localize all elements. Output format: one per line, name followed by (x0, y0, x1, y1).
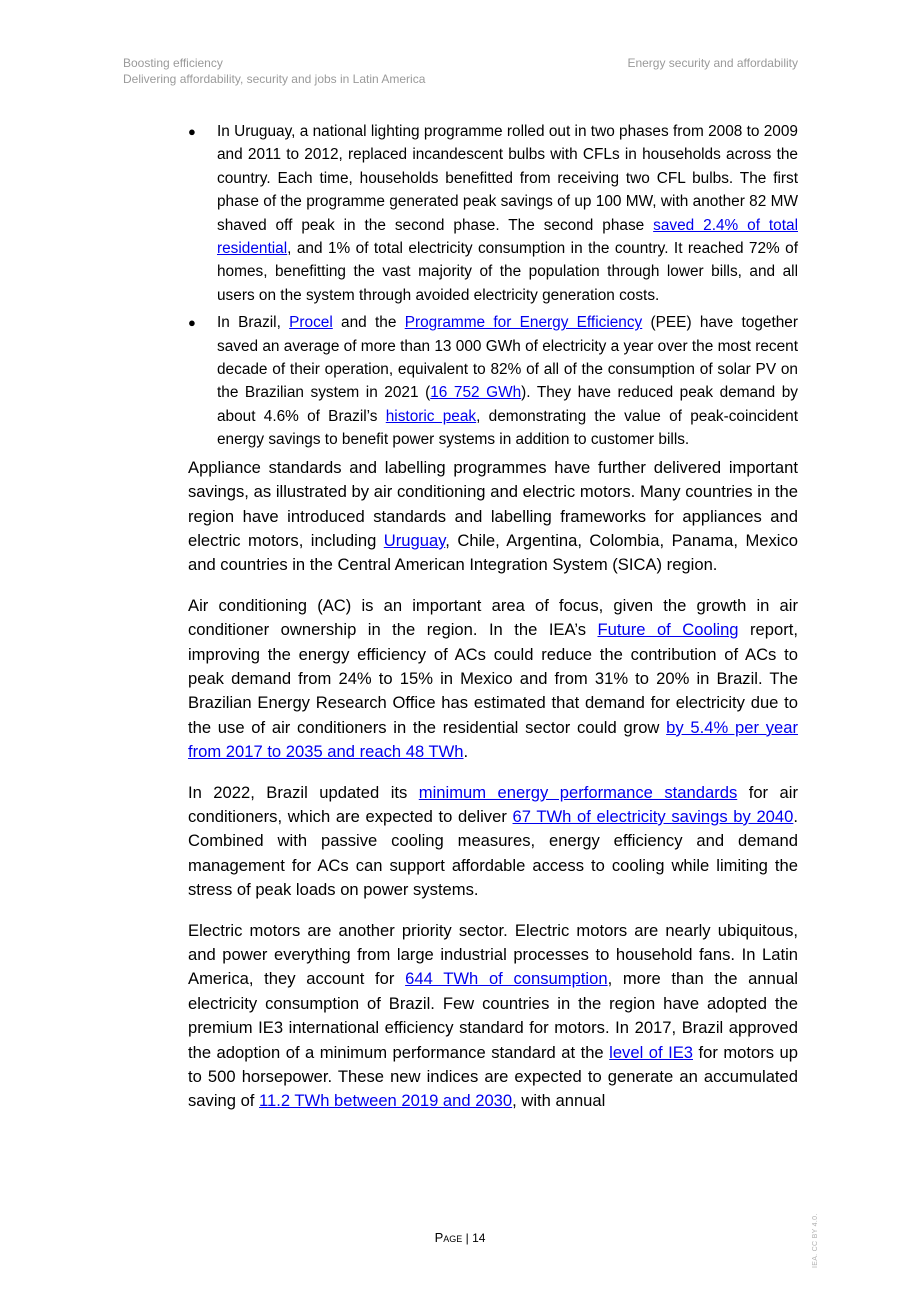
page-header (123, 55, 798, 87)
bullet-icon: ● (188, 124, 196, 139)
link-uruguay[interactable]: Uruguay (383, 530, 446, 550)
link-11-2-twh[interactable]: 11.2 TWh between 2019 and 2030 (259, 1091, 513, 1111)
paragraph-appliance-standards: Appliance standards and labelling programmes have further delivered important savings, as illustrated by air conditioning and electric motors. Many countries in the region have introduced standards and labelling frameworks for appliances and electric motors, including Uruguay, Chile, Argentina, Colombia, Panama, Mexico and countries in the Central American Integration System (SICA) region. (188, 457, 798, 575)
link-programme-energy-efficiency[interactable]: Programme for Energy Efficiency (404, 314, 643, 332)
page-separator: | (465, 1231, 469, 1245)
paragraph-air-conditioning: Air conditioning (AC) is an important area of focus, given the growth in air conditioner ownership in the region. In the IEA’s Future of Cooling report, improving the energy efficiency of ACs could reduce the contribution of ACs to peak demand from 24% to 15% in Mexico and from 31% to 20% in Brazil. The Brazilian Energy Research Office has estimated that demand for electricity due to the use of air conditioners in the residential sector could grow by 5.4% per year from 2017 to 2035 and reach 48 TWh. (188, 595, 798, 762)
link-historic-peak[interactable]: historic peak (385, 407, 477, 425)
main-content (188, 120, 798, 1130)
header-section-title: Boosting efficiency (123, 56, 223, 70)
bullet-brazil: ● In Brazil, Procel and the Programme for Energy Efficiency (PEE) have together saved an average of more than 13 000 GWh of electricity a year over the most recent decade of their operation, equivalent to 82% of all of the consumption of solar PV on the Brazilian system in 2021 (16 752 GWh). They have reduced peak demand by about 4.6% of Brazil’s historic peak, demonstrating the value of peak-coincident energy savings to benefit power systems in addition to customer bills. (188, 311, 798, 451)
link-644-twh[interactable]: 644 TWh of consumption (405, 969, 608, 989)
license-notice: IEA. CC BY 4.0. (812, 1213, 819, 1268)
link-67-twh-savings[interactable]: 67 TWh of electricity savings by 2040 (512, 806, 794, 826)
bullet-list (188, 120, 798, 452)
bullet-icon: ● (188, 315, 196, 331)
link-procel[interactable]: Procel (289, 314, 333, 332)
page-footer (0, 1230, 920, 1245)
link-16752-gwh[interactable]: 16 752 GWh (430, 384, 522, 402)
link-saved-residential[interactable]: saved 2.4% of total residential (217, 216, 798, 258)
paragraph-brazil-standards: In 2022, Brazil updated its minimum energy performance standards for air conditioners, which are expected to deliver 67 TWh of electricity savings by 2040. Combined with passive cooling measures, energy efficiency and demand management for ACs can support affordable access to cooling while limiting the stress of peak loads on power systems. (188, 782, 798, 900)
header-chapter-title: Energy security and affordability (627, 56, 798, 70)
page-label: Page (434, 1230, 463, 1245)
link-minimum-energy-performance-standards[interactable]: minimum energy performance standards (418, 782, 738, 802)
link-future-of-cooling[interactable]: Future of Cooling (597, 620, 739, 640)
paragraph-electric-motors: Electric motors are another priority sector. Electric motors are nearly ubiquitous, and power everything from large industrial processes to household fans. In Latin America, they account for 644 TWh of consumption, more than the annual electricity consumption of Brazil. Few countries in the region have adopted the premium IE3 international efficiency standard for motors. In 2017, Brazil approved the adoption of a minimum performance standard at the level of IE3 for motors up to 500 horsepower. These new indices are expected to generate an accumulated saving of 11.2 TWh between 2019 and 2030, with annual (188, 920, 799, 1111)
link-level-of-ie3[interactable]: level of IE3 (609, 1042, 693, 1062)
link-ac-demand-growth[interactable]: by 5.4% per year from 2017 to 2035 and reach 48 TWh (188, 717, 798, 762)
header-report-title: Delivering affordability, security and jobs in Latin America (123, 72, 426, 86)
bullet-uruguay: ● In Uruguay, a national lighting programme rolled out in two phases from 2008 to 2009 and 2011 to 2012, replaced incandescent bulbs with CFLs in households across the country. Each time, households benefitted from receiving two CFL bulbs. The first phase of the programme generated peak savings of up 100 MW, with another 82 MW shaved off peak in the second phase. The second phase saved 2.4% of total residential, and 1% of total electricity consumption in the country. It reached 72% of homes, benefitting the vast majority of the population through lower bills, and all users on the system through avoided electricity generation costs. (188, 120, 798, 307)
page-number: 14 (472, 1231, 486, 1245)
